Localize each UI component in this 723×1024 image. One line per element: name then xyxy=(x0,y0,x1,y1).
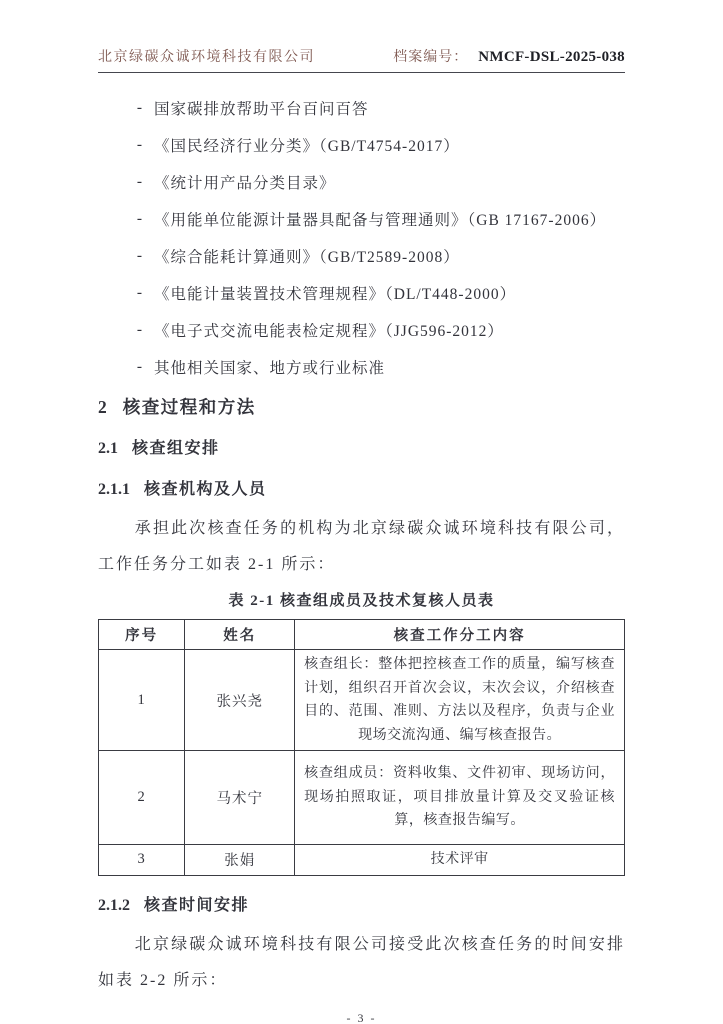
company-name: 北京绿碳众诚环境科技有限公司 xyxy=(98,50,315,65)
section-title: 核查机构及人员 xyxy=(144,481,267,498)
table-caption: 表 2-1 核查组成员及技术复核人员表 xyxy=(228,593,495,609)
section-heading-2-1 xyxy=(98,438,625,460)
table-cell-no: 1 xyxy=(99,650,185,751)
team-intro-paragraph: 承担此次核查任务的机构为北京绿碳众诚环境科技有限公司，工作任务分工如表 2-1 所示： xyxy=(98,520,625,573)
table-cell-duty: 核查组长：整体把控核查工作的质量，编写核查计划，组织召开首次会议，末次会议，介绍核查目的、范围、准则、方法以及程序，负责与企业现场交流沟通、编写核查报告。 xyxy=(295,650,625,751)
column-header-duty: 核查工作分工内容 xyxy=(295,620,625,650)
list-item xyxy=(98,348,625,385)
section-title: 核查组安排 xyxy=(132,440,220,457)
column-header-no: 序号 xyxy=(99,620,185,650)
section-heading-2-1-1 xyxy=(98,479,625,501)
schedule-intro-paragraph: 北京绿碳众诚环境科技有限公司接受此次核查任务的时间安排如表 2-2 所示： xyxy=(98,935,625,989)
list-item-text: 《综合能耗计算通则》（GB/T2589-2008） xyxy=(154,248,460,266)
list-item-text: 《电子式交流电能表检定规程》（JJG596-2012） xyxy=(154,322,504,340)
table-cell-duty: 核查组成员：资料收集、文件初审、现场访问，现场拍照取证，项目排放量计算及交叉验证核算，核查报告编写。 xyxy=(295,751,625,845)
table-header-row xyxy=(99,620,625,650)
section-number: 2.1.1 xyxy=(98,481,130,498)
section-number: 2.1.2 xyxy=(98,896,130,914)
list-item xyxy=(98,126,625,163)
table-cell-name: 张兴尧 xyxy=(185,650,295,751)
table-cell-no: 3 xyxy=(99,845,185,876)
section-title: 核查时间安排 xyxy=(144,896,250,914)
list-item-text: 《电能计量装置技术管理规程》（DL/T448-2000） xyxy=(154,285,517,303)
bullet-dash: - xyxy=(136,320,144,338)
column-header-name: 姓名 xyxy=(185,620,295,650)
bullet-dash: - xyxy=(136,98,144,116)
list-item xyxy=(98,311,625,348)
section-number: 2 xyxy=(98,397,107,417)
list-item-text: 《用能单位能源计量器具配备与管理通则》（GB 17167-2006） xyxy=(154,211,607,229)
archive-number-group xyxy=(393,46,625,66)
page-number: - 3 - xyxy=(346,1010,377,1024)
verification-team-table xyxy=(98,619,625,876)
table-row xyxy=(99,650,625,751)
section-number: 2.1 xyxy=(98,440,118,457)
bullet-dash: - xyxy=(136,172,144,190)
section-title: 核查过程和方法 xyxy=(122,397,256,417)
list-item xyxy=(98,274,625,311)
list-item-text: 国家碳排放帮助平台百问百答 xyxy=(154,100,369,118)
list-item-text: 其他相关国家、地方或行业标准 xyxy=(154,359,386,377)
table-row xyxy=(99,751,625,845)
page-header xyxy=(98,46,625,73)
bullet-dash: - xyxy=(136,246,144,264)
list-item xyxy=(98,237,625,274)
archive-label: 档案编号： xyxy=(393,50,469,65)
list-item xyxy=(98,89,625,126)
table-cell-name: 马术宁 xyxy=(185,751,295,845)
table-cell-no: 2 xyxy=(99,751,185,845)
list-item xyxy=(98,163,625,200)
bullet-dash: - xyxy=(136,135,144,153)
reference-list xyxy=(98,89,625,385)
bullet-dash: - xyxy=(136,283,144,301)
bullet-dash: - xyxy=(136,209,144,227)
list-item-text: 《统计用产品分类目录》 xyxy=(154,174,336,192)
section-heading-2-1-2 xyxy=(98,895,625,917)
table-cell-duty: 技术评审 xyxy=(295,845,625,876)
list-item xyxy=(98,200,625,237)
table-cell-name: 张娟 xyxy=(185,845,295,876)
bullet-dash: - xyxy=(136,357,144,375)
archive-number: NMCF-DSL-2025-038 xyxy=(478,49,625,65)
list-item-text: 《国民经济行业分类》（GB/T4754-2017） xyxy=(154,137,460,155)
table-row xyxy=(99,845,625,876)
section-heading-2 xyxy=(98,395,625,419)
